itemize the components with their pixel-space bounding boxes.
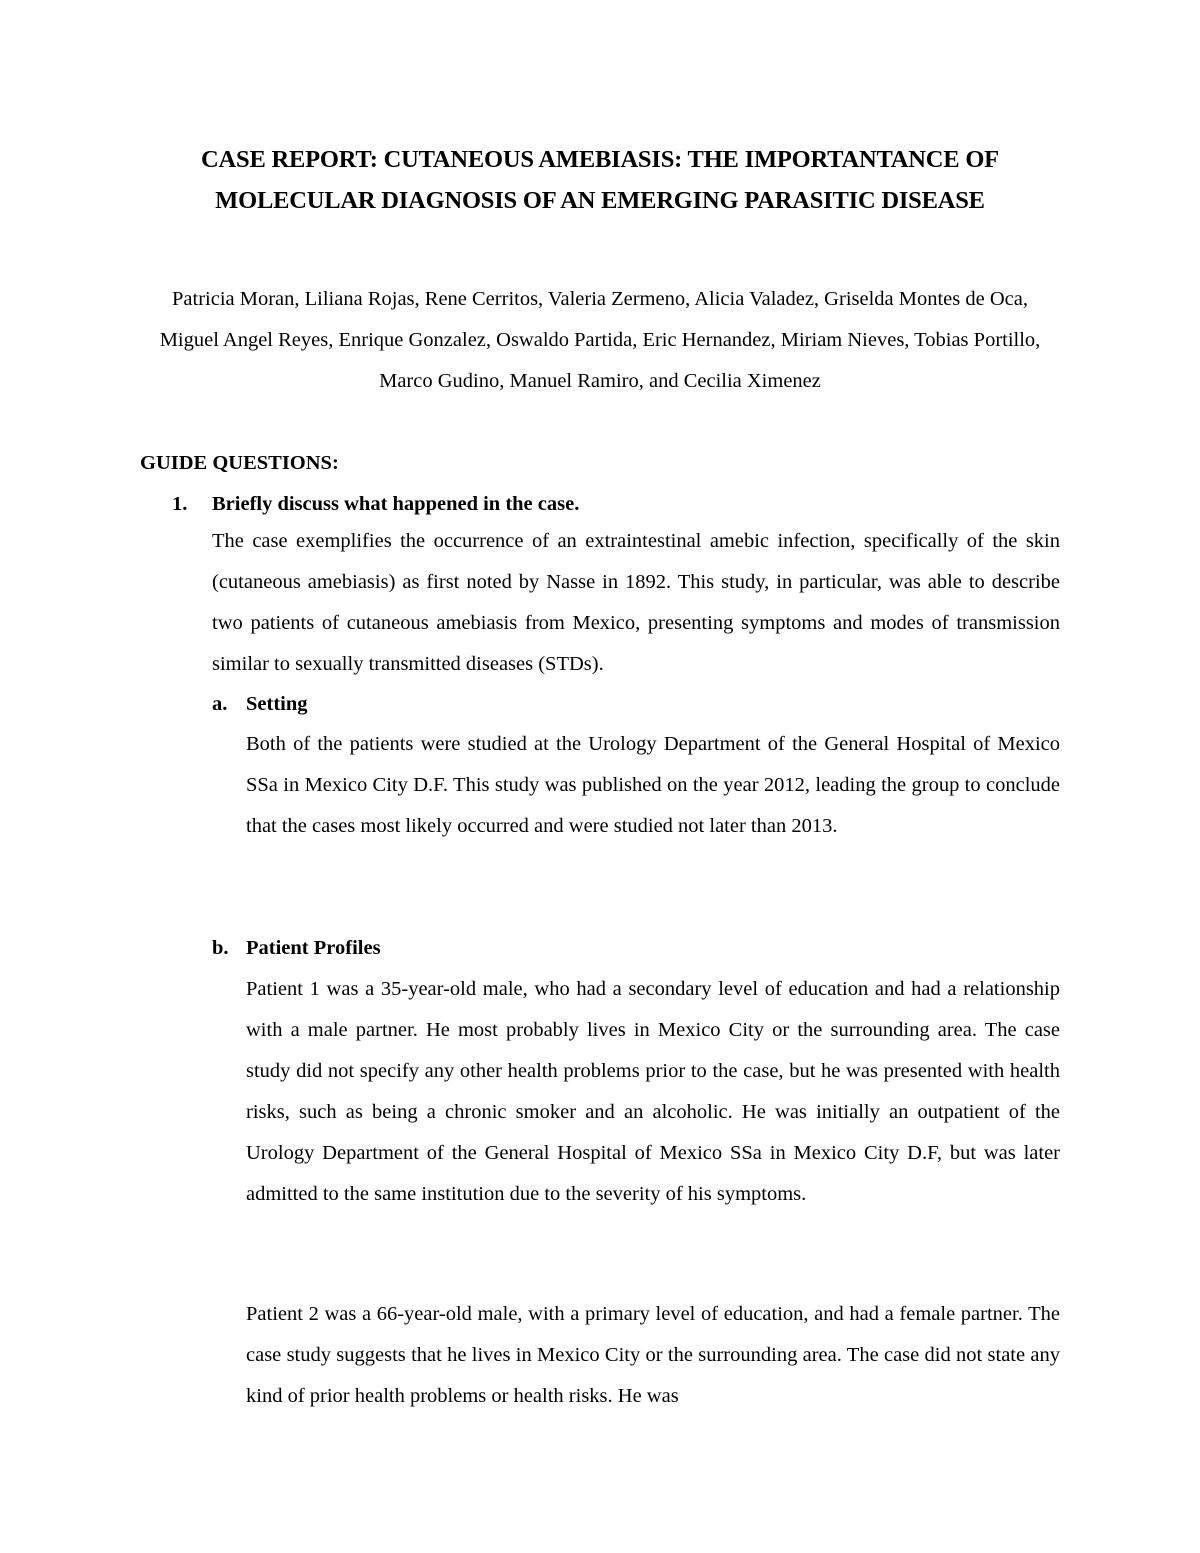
- subsection-a-title: Setting: [246, 693, 308, 715]
- subsection-b-letter: b.: [212, 937, 229, 959]
- setting-paragraph: Both of the patients were studied at the Urology Department of the General Hospital of Mexico SSa in Mexico City D.F. This study was published on the year 2012, leading the group to conclude that the cases most likely occurred and were studied not later than 2013.: [246, 733, 1060, 837]
- document-title: CASE REPORT: CUTANEOUS AMEBIASIS: THE IMPORTANTANCE OF MOLECULAR DIAGNOSIS OF AN EMERGING PARASITIC DISEASE: [201, 146, 999, 214]
- author-list: Patricia Moran, Liliana Rojas, Rene Cerritos, Valeria Zermeno, Alicia Valadez, Griselda Montes de Oca, Miguel Angel Reyes, Enrique Gonzalez, Oswaldo Partida, Eric Hernandez, Miriam Nieves, Tobias Portillo, Marco Gudino, Manuel Ramiro, and Cecilia Ximenez: [159, 288, 1041, 392]
- question-1-text: Briefly discuss what happened in the case.: [212, 493, 580, 515]
- question-1-answer: The case exemplifies the occurrence of an extraintestinal amebic infection, specifically of the skin (cutaneous amebiasis) as first noted by Nasse in 1892. This study, in particular, was able to describe two patients of cutaneous amebiasis from Mexico, presenting symptoms and modes of transmission similar to sexually transmitted diseases (STDs).: [212, 530, 1060, 675]
- question-1-number: 1.: [172, 493, 188, 515]
- patient-2-paragraph: Patient 2 was a 66-year-old male, with a primary level of education, and had a female partner. The case study suggests that he lives in Mexico City or the surrounding area. The case did not state any kind of prior health problems or health risks. He was: [246, 1303, 1060, 1407]
- subsection-b-title: Patient Profiles: [246, 937, 381, 959]
- subsection-a-letter: a.: [212, 693, 228, 715]
- patient-1-paragraph: Patient 1 was a 35-year-old male, who had a secondary level of education and had a relationship with a male partner. He most probably lives in Mexico City or the surrounding area. The case study did not specify any other health problems prior to the case, but he was presented with health risks, such as being a chronic smoker and an alcoholic. He was initially an outpatient of the Urology Department of the General Hospital of Mexico SSa in Mexico City D.F, but was later admitted to the same institution due to the severity of his symptoms.: [246, 978, 1060, 1205]
- guide-questions-heading: GUIDE QUESTIONS:: [140, 452, 339, 474]
